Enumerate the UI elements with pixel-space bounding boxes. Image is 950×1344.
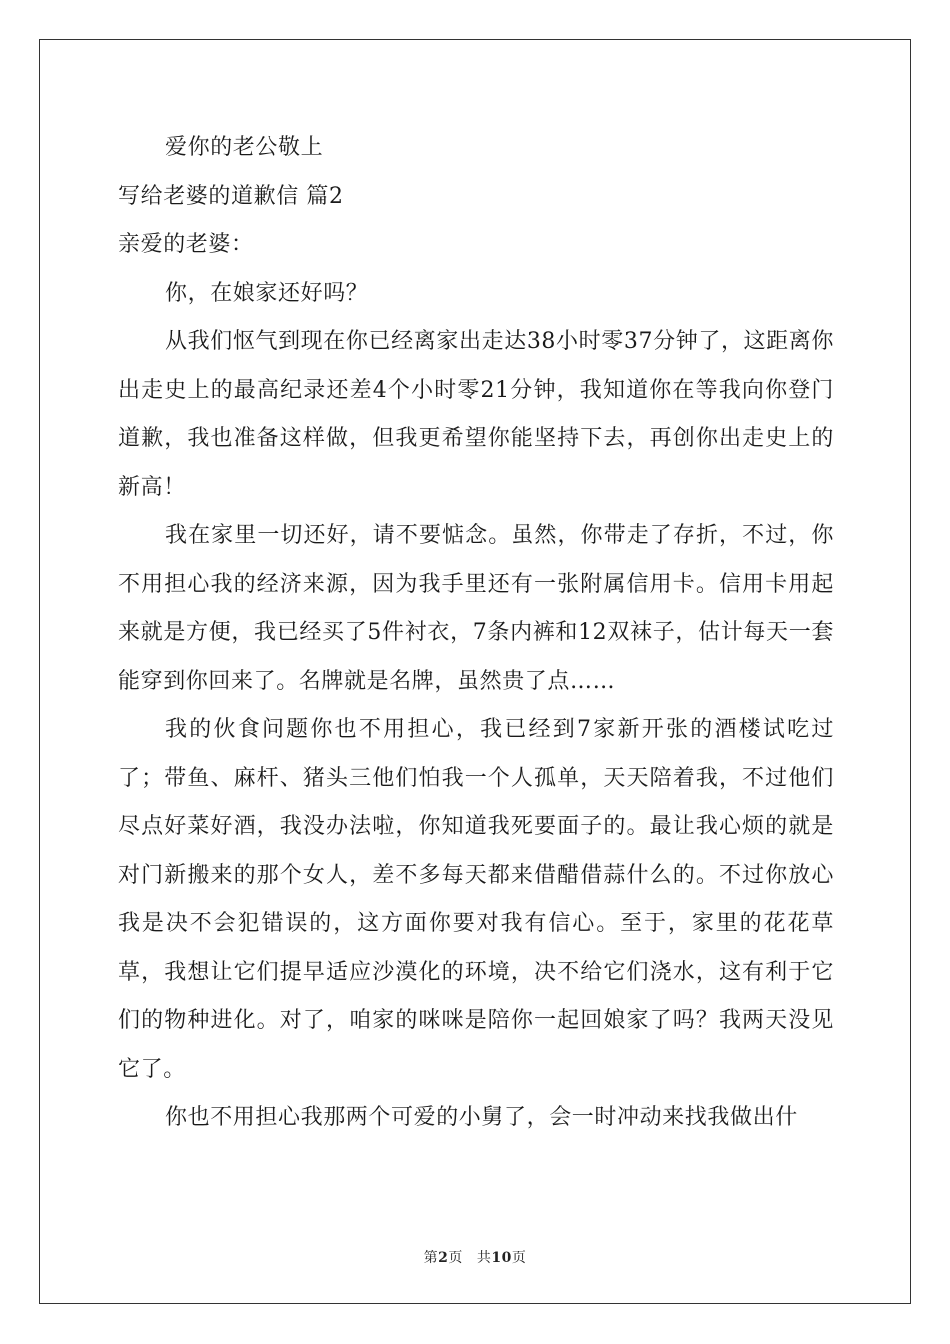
letter-closing: 爱你的老公敬上 <box>165 135 324 160</box>
paragraph: 我在家里一切还好，请不要惦念。虽然，你带走了存折，不过，你不用担心我的经济来源，因为我手里还有一张附属信用卡。信用卡用起来就是方便，我已经买了5件衬衣，7条内裤和12双袜子，估计每天一套能穿到你回来了。名牌就是名牌，虽然贵了点…… <box>118 523 834 694</box>
paragraph: 你，在娘家还好吗？ <box>165 280 369 306</box>
total-pages: 10 <box>491 1250 512 1266</box>
paragraph: 你也不用担心我那两个可爱的小舅了，会一时冲动来找我做出什 <box>165 1105 798 1130</box>
total-label-suffix: 页 <box>511 1250 527 1266</box>
page-label-prefix: 第 <box>423 1250 439 1266</box>
document-body <box>118 124 834 1143</box>
total-label-prefix: 共 <box>476 1250 492 1266</box>
page-footer <box>0 1247 950 1267</box>
paragraph: 我的伙食问题你也不用担心，我已经到7家新开张的酒楼试吃过了；带鱼、麻杆、猪头三他们怕我一个人孤单，天天陪着我，不过他们尽点好菜好酒，我没办法啦，你知道我死要面子的。最让我心烦的就是对门新搬来的那个女人，差不多每天都来借醋借蒜什么的。不过你放心我是决不会犯错误的，这方面你要对我有信心。至于，家里的花花草草，我想让它们提早适应沙漠化的环境，决不给它们浇水，这有利于它们的物种进化。对了，咱家的咪咪是陪你一起回娘家了吗？我两天没见它了。 <box>118 717 834 1082</box>
page-number: 2 <box>438 1250 449 1266</box>
page-label-suffix: 页 <box>448 1250 463 1266</box>
letter-salutation: 亲爱的老婆： <box>118 232 254 257</box>
paragraph: 从我们怄气到现在你已经离家出走达38小时零37分钟了，这距离你出走史上的最高纪录还差4个小时零21分钟，我知道你在等我向你登门道歉，我也准备这样做，但我更希望你能坚持下去，再创你出走史上的新高！ <box>118 329 834 500</box>
letter-heading: 写给老婆的道歉信 篇2 <box>118 183 344 209</box>
